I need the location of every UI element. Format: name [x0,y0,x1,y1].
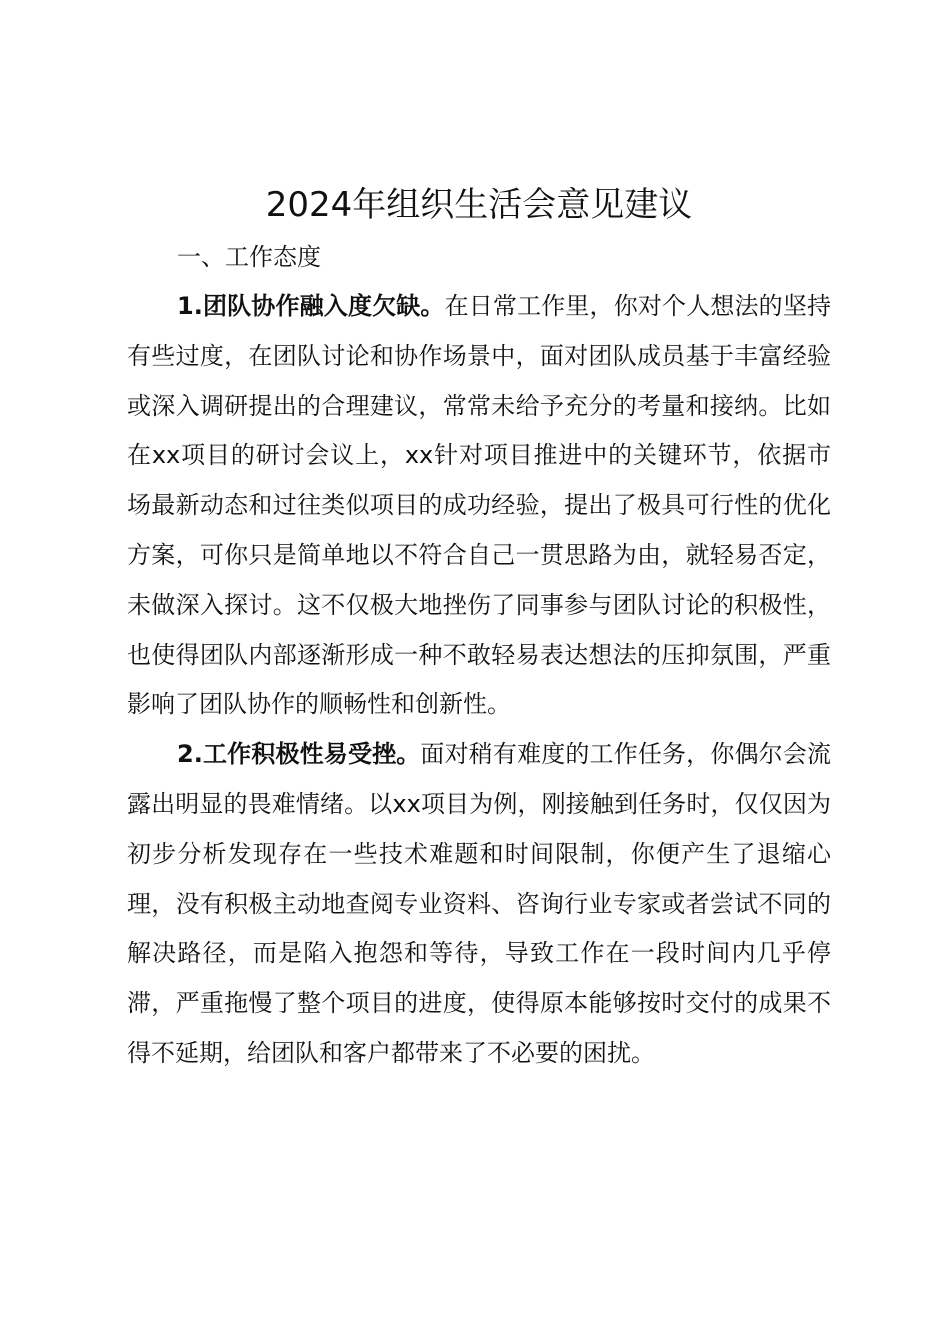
paragraph-1 [127,282,831,730]
paragraph-2-lead: 2.工作积极性易受挫。 [177,740,421,769]
document-page [127,178,831,1079]
document-title: 2024年组织生活会意见建议 [265,185,693,225]
section-heading: 一、工作态度 [177,243,321,271]
paragraph-2-body: 面对稍有难度的工作任务，你偶尔会流露出明显的畏难情绪。以xx项目为例，刚接触到任务时，仅仅因为初步分析发现存在一些技术难题和时间限制，你便产生了退缩心理，没有积极主动地查阅专业资料、咨询行业专家或者尝试不同的解决路径，而是陷入抱怨和等待，导致工作在一段时间内几乎停滞，严重拖慢了整个项目的进度，使得原本能够按时交付的成果不得不延期，给团队和客户都带来了不必要的困扰。 [127,740,831,1067]
paragraph-1-body: 在日常工作里，你对个人想法的坚持有些过度，在团队讨论和协作场景中，面对团队成员基于丰富经验或深入调研提出的合理建议，常常未给予充分的考量和接纳。比如在xx项目的研讨会议上，xx针对项目推进中的关键环节，依据市场最新动态和过往类似项目的成功经验，提出了极具可行性的优化方案，可你只是简单地以不符合自己一贯思路为由，就轻易否定，未做深入探讨。这不仅极大地挫伤了同事参与团队讨论的积极性，也使得团队内部逐渐形成一种不敢轻易表达想法的压抑氛围，严重影响了团队协作的顺畅性和创新性。 [127,292,831,719]
paragraph-2 [127,730,831,1079]
paragraph-1-lead: 1.团队协作融入度欠缺。 [177,292,445,320]
